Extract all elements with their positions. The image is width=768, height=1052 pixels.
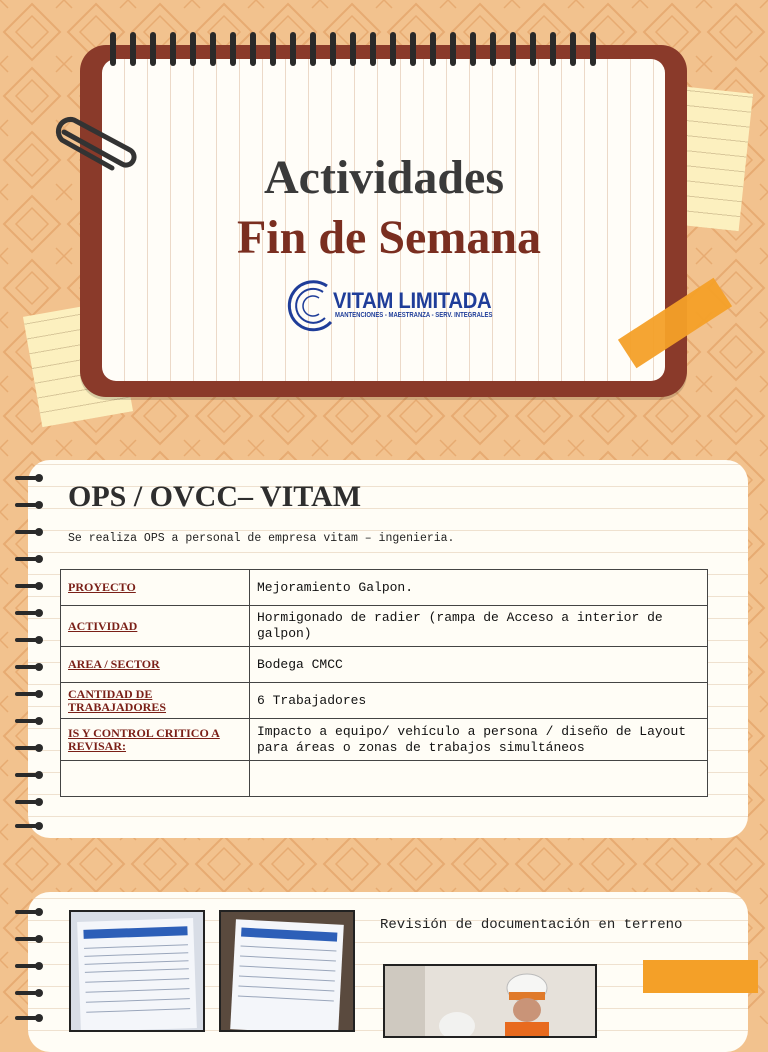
doc-header	[83, 926, 187, 939]
row-label: ACTIVIDAD	[61, 606, 250, 647]
row-label	[61, 761, 250, 797]
table-row	[61, 570, 708, 606]
row-value: Impacto a equipo/ vehículo a persona / diseño de Layout para áreas o zonas de trabajos simultáneos	[250, 719, 708, 761]
table-row	[61, 606, 708, 647]
row-value: Hormigonado de radier (rampa de Acceso a interior de galpon)	[250, 606, 708, 647]
doc-line	[238, 995, 334, 1001]
doc-line	[239, 975, 335, 981]
documentation-caption: Revisión de documentación en terreno	[380, 917, 683, 933]
card2-spiral	[15, 904, 47, 1024]
photo-worker	[383, 964, 597, 1038]
section-description: Se realiza OPS a personal de empresa vitam – ingenieria.	[68, 532, 455, 545]
row-label: CANTIDAD DE TRABAJADORES	[61, 683, 250, 719]
doc-line	[85, 968, 189, 973]
section-title: OPS / OVCC– VITAM	[68, 480, 362, 513]
logo-name: VITAM LIMITADA	[333, 288, 492, 313]
doc-line	[84, 952, 188, 957]
vitam-logo	[283, 274, 493, 338]
doc-sheet	[230, 919, 344, 1032]
row-value: 6 Trabajadores	[250, 683, 708, 719]
doc-header	[241, 928, 337, 942]
logo-tagline: MANTENCIONES - MAESTRANZA - SERV. INTEGRALES	[335, 312, 493, 319]
photo-document-2	[219, 910, 355, 1032]
ops-info-table	[60, 569, 708, 797]
doc-line	[84, 944, 188, 949]
doc-line	[85, 978, 189, 983]
doc-line	[86, 988, 190, 993]
row-value	[250, 761, 708, 797]
cover-title-line2: Fin de Semana	[236, 211, 542, 264]
doc-sheet	[77, 918, 197, 1032]
table-row	[61, 719, 708, 761]
doc-line	[239, 966, 335, 972]
row-label: AREA / SECTOR	[61, 647, 250, 683]
paperclip-icon	[50, 114, 140, 178]
tape-decoration-2	[643, 960, 758, 993]
worker-figure-icon	[385, 966, 595, 1036]
row-label: PROYECTO	[61, 570, 250, 606]
cover-title-line1: Actividades	[264, 151, 504, 204]
table-row	[61, 647, 708, 683]
card1-spiral	[15, 470, 47, 834]
doc-line	[240, 956, 336, 962]
doc-line	[238, 985, 334, 991]
photo-document-1	[69, 910, 205, 1032]
row-value: Bodega CMCC	[250, 647, 708, 683]
notebook-rings	[110, 30, 650, 70]
doc-line	[241, 946, 337, 952]
table-row	[61, 761, 708, 797]
doc-line	[85, 960, 189, 965]
doc-line	[86, 998, 190, 1003]
row-value: Mejoramiento Galpon.	[250, 570, 708, 606]
doc-line	[86, 1008, 190, 1013]
table-row	[61, 683, 708, 719]
row-label: IS Y CONTROL CRITICO A REVISAR:	[61, 719, 250, 761]
